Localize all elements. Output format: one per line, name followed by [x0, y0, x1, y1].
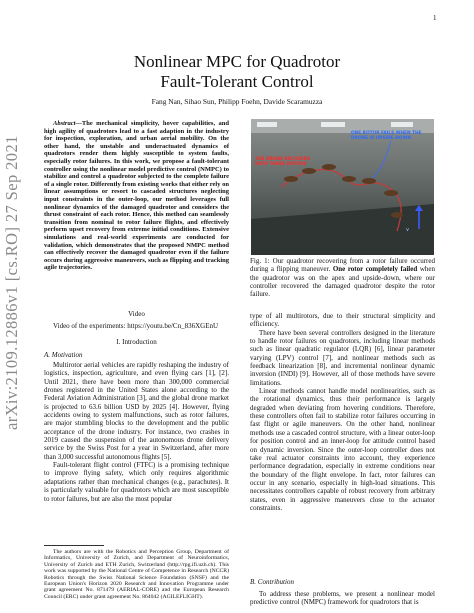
drone [384, 190, 398, 196]
intro-heading: I. Introduction [116, 338, 157, 346]
motivation-heading-wrap [44, 351, 229, 359]
page-number: 1 [433, 14, 437, 22]
pointer-line-blue [371, 141, 391, 179]
abstract-text: —The mechanical simplicity, hover capabilities, and high agility of quadrotors lead to a fast adaption in the industry for inspection, exploration, and urban aerial mobility. On the other hand, the unstable and underactuated dynamics of quadrotors render them highly susceptible to system faults, especially rotor failures. In this work, we propose a fault-tolerant controller using the nonlinear model predictive control (NMPC) to stabilize and control a quadrotor subjected to the complete failure of a single rotor. Differently from existing works that either rely on linear assumptions or resort to cascaded structures neglecting input constraints in the outer-loop, our method leverages full nonlinear dynamics of the damaged quadrotor and considers the thrust constraint of each rotor. Hence, this method can seamlessly transition from nominal to rotor failure flights, and effectively perform upset recovery from extreme initial conditions. Extensive simulations and real-world experiments are conducted for validation, which demonstrates that the proposed NMPC method can effectively recover the damaged quadrotor even if the failure occurs during aggressive maneuvers, such as flipping and tracking agile trajectories. [44, 120, 229, 272]
ceiling-light [391, 122, 413, 127]
intro-body [44, 361, 229, 503]
right-paragraph-3: Linear methods cannot handle model nonlinearities, such as the rotational dynamics, thus their performance is largely degraded when deviating from hovering conditions. Therefore, these controllers often fail to stabilize rotor failures occurring in fast flight or agile maneuvers. On the other hand, nonlinear methods use a cascaded control structure, with a linear outer-loop for position control and an inner-loop for attitude control based on dynamic inversion. Since the outer-loop controller does not take real actuator constraints into account, they experience performance degradation, especially in extreme conditions near the boundary of the flight envelope. In fact, rotor failures can occur in any scenario, especially in high-load situations. This necessitates controllers capable of robust recovery from arbitrary states, even in aggressive maneuvers close to the actuator constraints. [250, 387, 435, 512]
footnote [44, 549, 229, 600]
video-line-wrap [44, 322, 229, 330]
footnote-text: The authors are with the Robotics and Perception Group, Department of Informatics, University of Zurich, and Department of Neuroinformatics, University of Zurich and ETH Zurich, Switzerland (http://rpg.ifi.uzh.ch). This work was supported by the National Centre of Competence in Research (NCCR) Robotics through the Swiss National Science Foundation (SNSF) and the European Union's Horizon 2020 Research and Innovation Programme under grant agreement No. 871479 (AERIAL-CORE) and the European Research Council (ERC) under grant agreement No. 864042 (AGILEFLIGHT). [44, 549, 229, 600]
velocity-label: v [406, 227, 409, 233]
video-heading: Video [128, 310, 145, 318]
figure-label-recovers: THE DRONE RECOVERS WITH THREE ROTORS [255, 157, 311, 167]
video-link[interactable]: Video of the experiments: https://youtu.be/Cn_836XGEnU [53, 322, 219, 330]
contribution-heading: B. Contribution [250, 578, 294, 586]
ceiling-light [321, 122, 345, 127]
caption-bold: One rotor completely failed [332, 265, 418, 274]
authors: Fang Nan, Sihao Sun, Philipp Foehn, Davide Scaramuzza [151, 97, 323, 106]
arxiv-stamp: arXiv:2109.12886v1 [cs.RO] 27 Sep 2021 [2, 135, 21, 430]
caption-prefix: Fig. 1: Our quadrotor recovering from a rotor failure occurred during a flipping maneuver. [250, 257, 435, 274]
intro-heading-wrap [44, 338, 229, 346]
drone [284, 176, 298, 182]
caption-rest: when the quadrotor was on the apex and upside-down, where our controller recovered the damaged quadrotor despite the rotor failure. [250, 265, 435, 299]
contribution-heading-wrap [250, 578, 435, 586]
paper-title-line1: Nonlinear MPC for Quadrotor [133, 52, 341, 71]
intro-paragraph-2: Fault-tolerant flight control (FTFC) is a promising technique to improve flying safety, which only requires algorithmic adaptations rather than mechanical changes (e.g., parachutes). It is particularly valuable for quadrotors which are most susceptible to rotor failures, but are also the most popular [44, 461, 229, 503]
right-paragraph-1: type of all multirotors, due to their structural simplicity and efficiency. [250, 312, 435, 329]
figure-label-rotor-fails: ONE ROTOR FAILS WHEN THE DRONE IS UPSIDE-DOWN [351, 131, 422, 141]
abstract-label: Abstract [53, 120, 76, 127]
drone [342, 176, 356, 182]
drone [322, 164, 336, 170]
drone [302, 168, 316, 174]
contribution-body [250, 590, 435, 607]
paper-title-line2: Fault-Tolerant Control [160, 72, 314, 91]
motivation-heading: A. Motivation [44, 351, 83, 359]
drone [391, 212, 403, 218]
figure-caption [250, 257, 435, 299]
intro-paragraph-1: Multirotor aerial vehicles are rapidly reshaping the industry of logistics, inspection, agriculture, and even flying cars [1], [2]. Until 2021, there have been more than 300,000 commercial drones registered in the United States alone according to the Federal Aviation Administration [3], and the global drone market is projected to 63.6 billion USD by 2025 [4]. However, flying accidents owing to system malfunctions, such as rotor failures, are major stumbling blocks to the development and the public acceptance of the drone industry. For instance, two crashes in 2019 caused the suspension of the autonomous drone delivery service by the Swiss Post for a year in Switzerland, after more than 3,000 successful autonomous flights [5]. [44, 361, 229, 461]
footnote-rule [44, 545, 104, 546]
ceiling-light [257, 122, 277, 127]
video-section [44, 310, 229, 318]
right-column-body [250, 312, 435, 512]
contribution-paragraph-1: To address these problems, we present a nonlinear model predictive control (NMPC) framework for quadrotors that is [250, 590, 435, 607]
right-paragraph-2: There have been several controllers designed in the literature to handle rotor failures on quadrotors, including linear methods such as linear quadratic regulator (LQR) [6], linear parameter varying (LPV) control [7], and nonlinear methods such as feedback linearization [8], and incremental nonlinear dynamic inversion (INDI) [9]. However, all of those methods have severe limitations. [250, 328, 435, 387]
figure-1-photo [251, 119, 434, 255]
drone [362, 178, 376, 184]
abstract [44, 120, 229, 272]
